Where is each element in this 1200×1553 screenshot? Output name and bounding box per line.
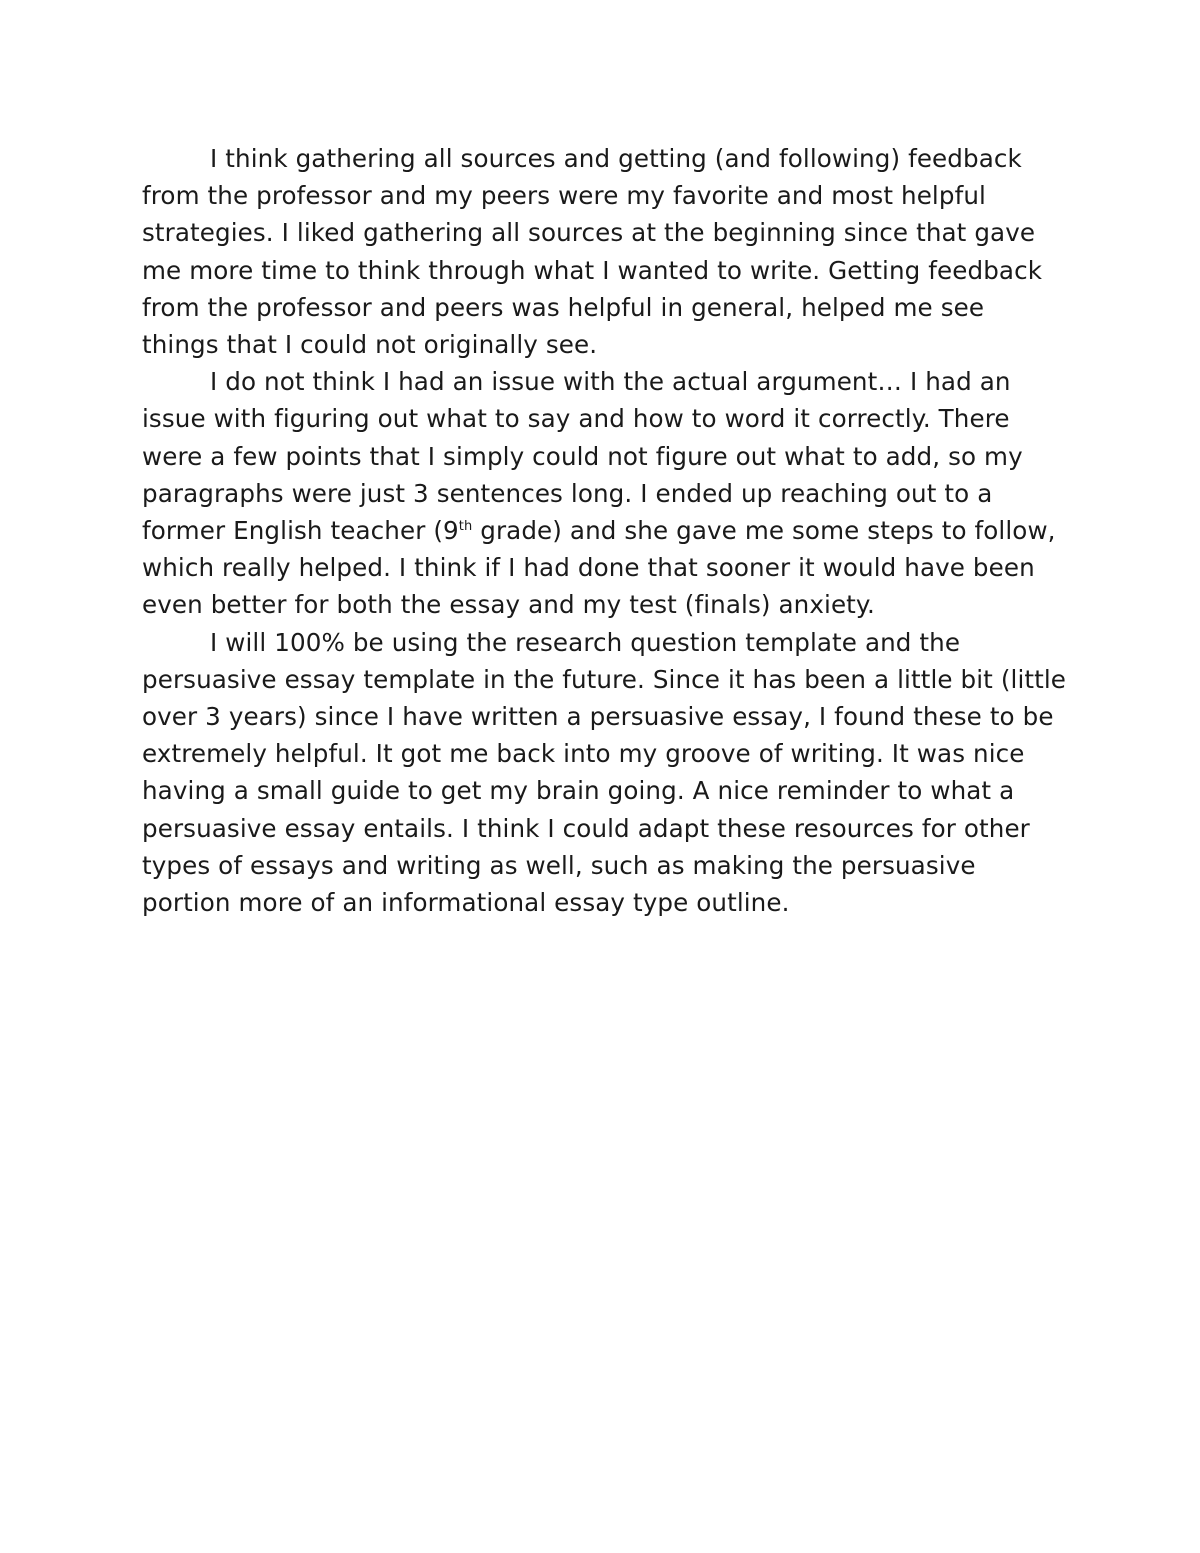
paragraph-templates: I will 100% be using the research question template and the persuasive essay template in the future. Since it has been a little bit (little over 3 years) since I have written a persuasive essay, I found these to be extremely helpful. It got me back into my groove of writing. It was nice having a small guide to get my brain going. A nice reminder to what a persuasive essay entails. I think I could adapt these resources for other types of essays and writing as well, such as making the persuasive portion more of an informational essay type outline. xyxy=(142,627,1067,918)
document-body xyxy=(142,140,1067,921)
ordinal-superscript: th xyxy=(458,518,473,534)
paragraph-strategies: I think gathering all sources and getting (and following) feedback from the professor and my peers were my favorite and most helpful strategies. I liked gathering all sources at the beginning since that gave me more time to think through what I wanted to write. Getting feedback from the professor and peers was helpful in general, helped me see things that I could not originally see. xyxy=(142,144,1043,360)
paragraph-argument-text-start: I do not think I had an issue with the actual argument… I had an issue with figuring out what to say and how to word it correctly. There were a few points that I simply could not figure out what to add, so my paragraphs were just 3 sentences long. I ended up reaching out to a former English teacher (9 xyxy=(142,367,1023,546)
paragraph-argument-issue xyxy=(142,363,1067,623)
paragraph-argument-text-end: grade) and she gave me some steps to follow, which really helped. I think if I had done that sooner it would have been even better for both the essay and my test (finals) anxiety. xyxy=(142,516,1056,620)
